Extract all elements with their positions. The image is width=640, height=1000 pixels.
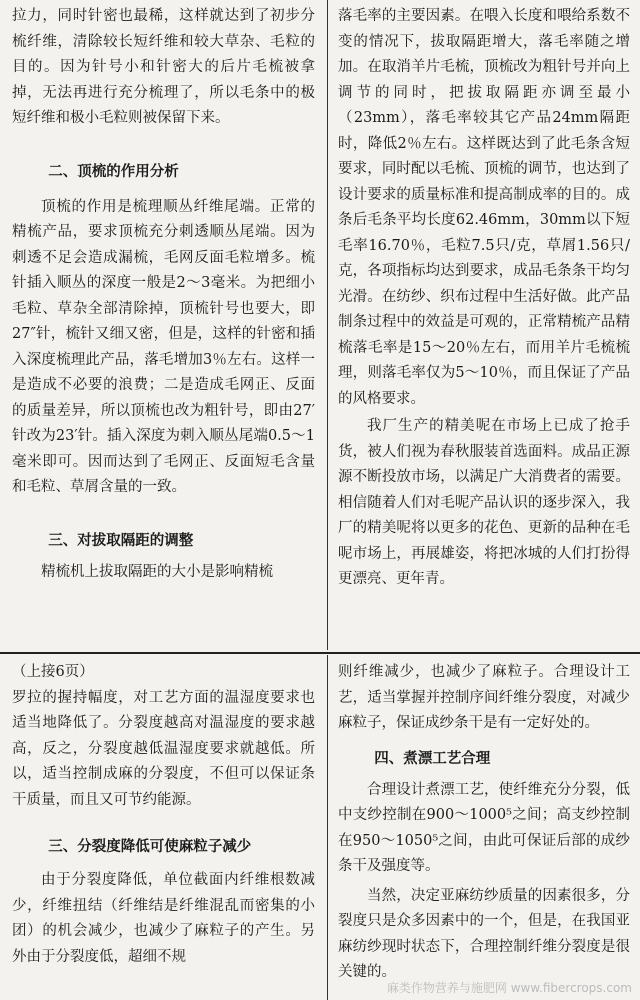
paragraph: 精梳机上拔取隔距的大小是影响精梳 (41, 563, 273, 580)
section-divider (0, 652, 640, 654)
top-right-column (338, 4, 630, 593)
section-heading: 二、顶梳的作用分析 (48, 163, 179, 180)
section-heading: 三、对拔取隔距的调整 (48, 532, 194, 549)
top-left-column (12, 4, 315, 585)
watermark: 麻类作物营养与施肥网 www.fibercrops.com (386, 981, 632, 995)
paragraph: 由于分裂度降低，单位截面内纤维根数减少，纤维扭结（纤维结是纤维混乱而密集的小团）的机会减少，也减少了麻粒子的产生。另外由于分裂度低，超细不规 (12, 872, 315, 965)
section-heading: 四、煮漂工艺合理 (374, 750, 491, 767)
section-heading: 三、分裂度降低可使麻粒子减少 (48, 839, 252, 855)
paragraph: 当然，决定亚麻纺纱质量的因素很多，分裂度只是众多因素中的一个，但是，在我国亚麻纺纱现时状态下，合理控制纤维分裂度是很关键的。 (338, 887, 630, 980)
bottom-left-column (12, 660, 315, 970)
bottom-right-column (338, 660, 630, 986)
paragraph: 我厂生产的精美呢在市场上已成了抢手货，被人们视为春秋服装首选面料。成品正源源不断投放市场，以满足广大消费者的需要。相信随着人们对毛呢产品认识的逐步深入，我厂的精美呢将以更多的花色、更新的品种在毛呢市场上，再展雄姿，将把冰城的人们打扮得更漂亮、更年青。 (338, 418, 630, 587)
column-divider (327, 655, 328, 1000)
paragraph: 落毛率的主要因素。在喂入长度和喂给系数不变的情况下，拔取隔距增大，落毛率随之增加。在取消羊片毛梳，顶梳改为粗针号并向上调节的同时，把拔取隔距亦调至最小（23mm），落毛率较其它产品24mm隔距时，降低2％左右。这样既达到了此毛条含短要求，同时配以毛梳、顶梳的调节，也达到了设计要求的质量标准和提高制成率的目的。成条后毛条平均长度62.46mm，30mm以下短毛率16.70％，毛粒7.5只/克，草屑1.56只/克，各项指标均达到要求，成品毛条条干均匀光滑。在纺纱、织布过程中生活好做。此产品制条过程中的效益是可观的，正常精梳产品精梳落毛率是15～20％左右，而用羊片毛梳梳理，则落毛率仅为5～10％，而且保证了产品的风格要求。 (338, 8, 630, 407)
paragraph: 合理设计煮漂工艺，使纤维充分分裂，低中支纱控制在900～1000⁵之间；高支纱控制在950～1050⁵之间，由此可保证后部的成纱条干及强度等。 (338, 781, 630, 874)
paragraph: 拉力，同时针密也最稀，这样就达到了初步分梳纤维，清除较长短纤维和较大草杂、毛粒的目的。因为针号小和针密大的后片毛梳被拿掉，无法再进行充分梳理了，所以毛条中的极短纤维和极小毛粒则被保留下来。 (12, 8, 315, 126)
continued-note: （上接6页） (12, 664, 94, 680)
column-divider (327, 0, 328, 650)
paragraph: 顶梳的作用是梳理顺丛纤维尾端。正常的精梳产品，要求顶梳充分刺透顺丛尾端。因为刺透不足会造成漏梳，毛网反面毛粒增多。梳针插入顺丛的深度一般是2～3毫米。为把细小毛粒、草杂全部清除掉，顶梳针号也要大，即27″针，梳针又细又密，但是，这样的针密和插入深度梳理此产品，落毛增加3％左右。这样一是造成不必要的浪费；二是造成毛网正、反面的质量差异，所以顶梳也改为粗针号，即由27′针改为23′针。插入深度为刺入顺丛尾端0.5～1毫米即可。因而达到了毛网正、反面短毛含量和毛粒、草屑含量的一致。 (12, 198, 315, 495)
paragraph: 则纤维减少，也减少了麻粒子。合理设计工艺，适当掌握并控制序间纤维分裂度，对减少麻粒子，保证成纱条干是有一定好处的。 (338, 664, 630, 731)
paragraph: 罗拉的握持幅度，对工艺方面的温湿度要求也适当地降低了。分裂度越高对温湿度的要求越高，反之，分裂度越低温湿度要求就越低。所以，适当控制成麻的分裂度，不但可以保证条干质量，而且又可节约能源。 (12, 689, 315, 808)
